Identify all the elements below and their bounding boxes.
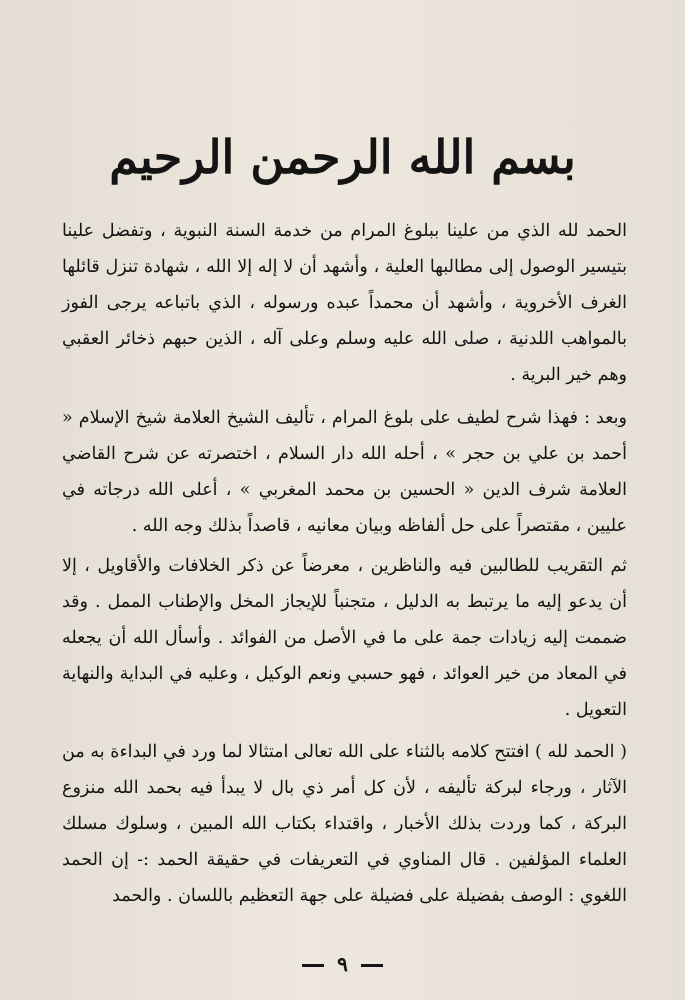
page-number-footer	[0, 952, 685, 976]
dash-right	[302, 964, 324, 967]
paragraph-book-description: وبعد : فهذا شرح لطيف على بلوغ المرام ، تأليف الشيخ العلامة شيخ الإسلام « أحمد بن علي بن حجر » ، أحله الله دار السلام ، اختصرته عن شرح القاضي العلامة شرف الدين « الحسين بن محمد المغربي » ، أعلى الله درجاته في عليين ، مقتصراً على حل ألفاظه وبيان معانيه ، قاصداً بذلك وجه الله .	[62, 408, 627, 536]
paragraph-intro-praise: الحمد لله الذي من علينا ببلوغ المرام من خدمة السنة النبوية ، وتفضل علينا بتيسير الوصول إلى مطالبها العلية ، وأشهد أن لا إله إلا الله ، شهادة تنزل قائلها الغرف الأخروية ، وأشهد أن محمداً عبده ورسوله ، الذي باتباعه يرجى الفوز بالمواهب اللدنية ، صلى الله عليه وسلم وعلى آله ، الذين حبهم ذخائر العقبي وهم خير البرية .	[62, 221, 627, 385]
paragraph-method: ثم التقريب للطالبين فيه والناظرين ، معرضاً عن ذكر الخلافات والأقاويل ، إلا أن يدعو إليه ما يرتبط به الدليل ، متجنباً للإيجاز المخل والإطناب الممل . وقد ضممت إليه زيادات جمة على ما في الأصل من الفوائد . وأسأل الله أن يجعله في المعاد من خير العوائد ، فهو حسبي ونعم الوكيل ، وعليه في البداية والنهاية التعويل .	[62, 556, 627, 720]
basmala-heading: بسم الله الرحمن الرحيم	[109, 130, 576, 184]
paragraph-commentary-start: ( الحمد لله ) افتتح كلامه بالثناء على الله تعالى امتثالا لما ورد في البداءة به من الآثار ، ورجاء لبركة تأليفه ، لأن كل أمر ذي بال لا يبدأ فيه بحمد الله منزوع البركة ، كما وردت بذلك الأخبار ، واقتداء بكتاب الله المبين ، وسلوك مسلك العلماء المؤلفين . قال المناوي في التعريفات في حقيقة الحمد :- إن الحمد اللغوي : الوصف بفضيلة على فضيلة على جهة التعظيم باللسان . والحمد	[62, 742, 627, 906]
page-number: ٩	[337, 952, 348, 976]
dash-left	[361, 964, 383, 967]
